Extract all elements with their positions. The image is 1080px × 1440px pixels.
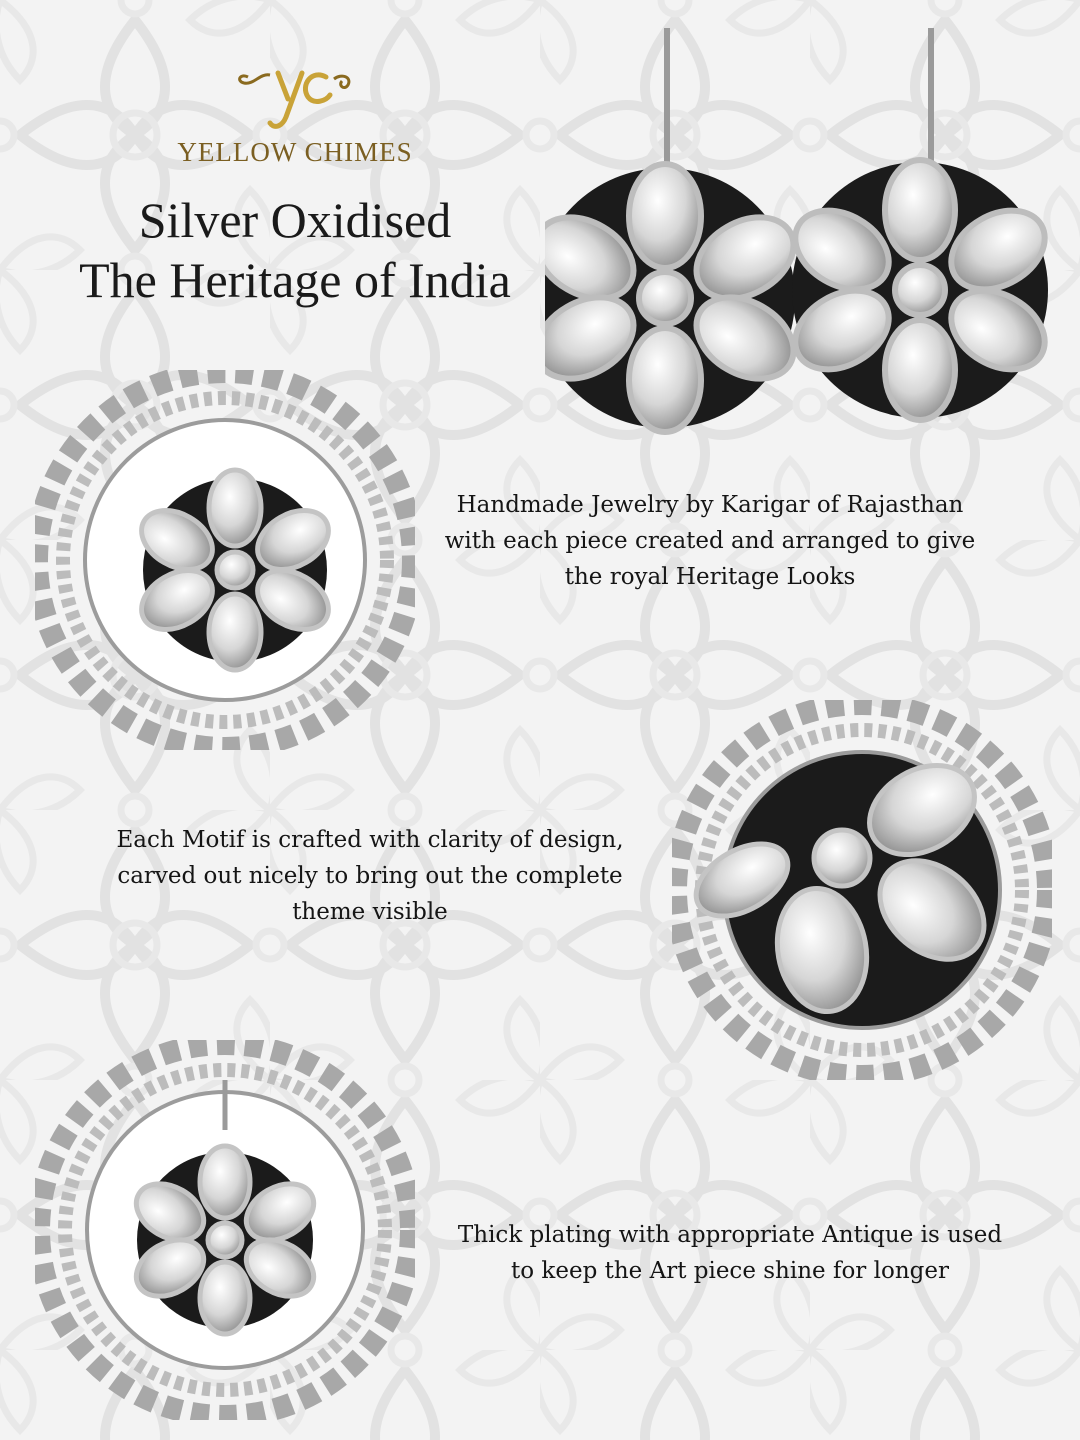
feature-line: theme visible [292,899,448,925]
yc-monogram-logo [230,55,360,135]
medallion-earring-image [35,370,415,750]
medallion-earring-front-image [35,1040,415,1420]
feature-line: to keep the Art piece shine for longer [511,1258,949,1284]
title-line-1: Silver Oxidised [138,192,452,248]
feature-line: Thick plating with appropriate Antique is used [457,1222,1003,1248]
page-title [40,190,550,310]
feature-line: Each Motif is crafted with clarity of design, [116,827,624,853]
brand-name: YELLOW CHIMES [177,137,413,167]
title-line-2: The Heritage of India [79,252,511,308]
feature-text-motif [70,822,670,930]
feature-line: carved out nicely to bring out the complete [117,863,623,889]
feature-line: the royal Heritage Looks [564,564,856,590]
earring-pair-image [545,18,1055,438]
medallion-closeup-image [672,700,1052,1080]
feature-line: Handmade Jewelry by Karigar of Rajasthan [456,492,964,518]
feature-text-plating [420,1217,1040,1289]
brand-block [150,55,440,168]
feature-line: with each piece created and arranged to give [444,528,976,554]
feature-text-handmade [410,487,1010,595]
